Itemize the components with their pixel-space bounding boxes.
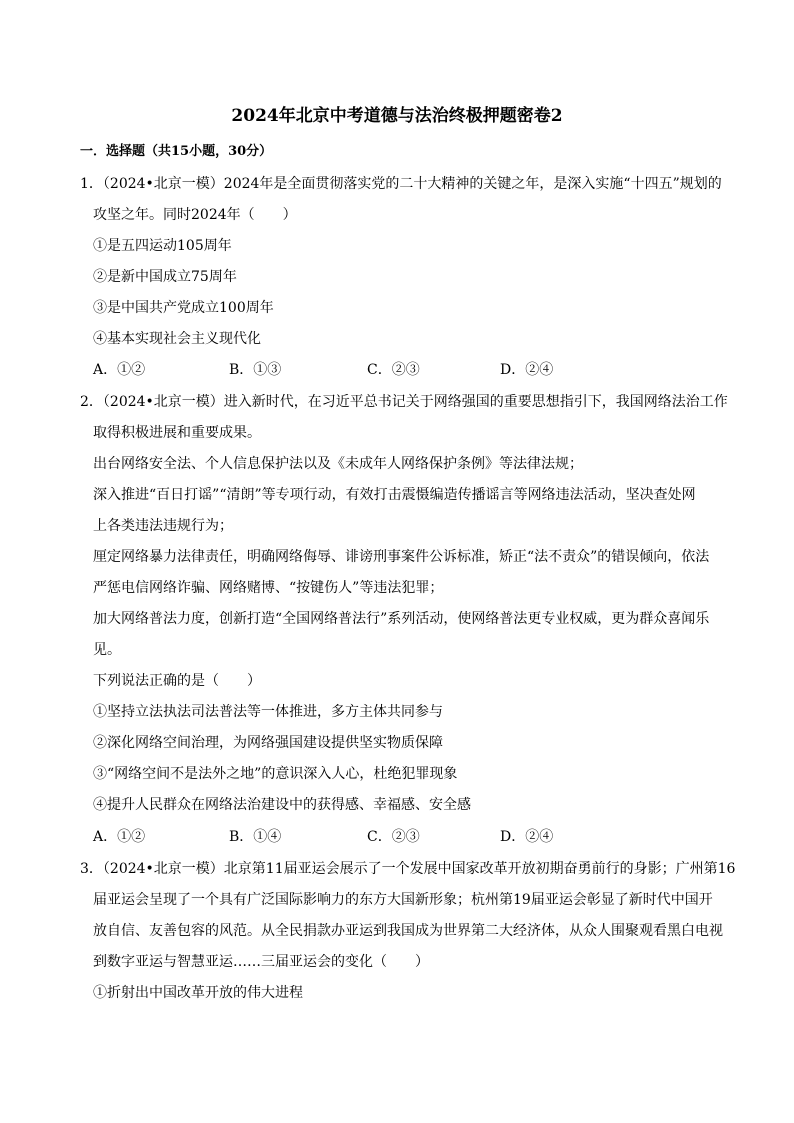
question-3-stem-line-3: 放自信、友善包容的风范。从全民捐款办亚运到我国成为世界第二大经济体，从众人围聚观看黑白电视 <box>93 923 723 939</box>
question-3-stem-line-1: 3．（2024•北京一模）北京第11届亚运会展示了一个发展中国家改革开放初期奋勇前行的身影；广州第16 <box>80 861 736 877</box>
question-2-choice-a: A．①② <box>93 829 146 845</box>
question-2-option-4: ④提升人民群众在网络法治建设中的获得感、幸福感、安全感 <box>93 797 471 813</box>
question-1-option-2: ②是新中国成立75周年 <box>93 269 237 285</box>
question-2-choice-b: B．①④ <box>229 829 282 845</box>
question-2-choice-c: C．②③ <box>367 829 420 845</box>
question-1-choice-d: D．②④ <box>500 362 554 378</box>
question-1-stem-line-2: 攻坚之年。同时2024年（ ） <box>93 207 297 223</box>
section-header: 一．选择题（共15小题，30分） <box>80 144 273 159</box>
question-1-choice-a: A．①② <box>93 362 146 378</box>
question-2-stem-line-1: 2．（2024•北京一模）进入新时代，在习近平总书记关于网络强国的重要思想指引下，我国网络法治工作 <box>80 394 728 410</box>
question-3-option-1: ①折射出中国改革开放的伟大进程 <box>93 985 303 1001</box>
question-1-option-1: ①是五四运动105周年 <box>93 238 232 254</box>
question-1-option-3: ③是中国共产党成立100周年 <box>93 300 274 316</box>
question-1-option-4: ④基本实现社会主义现代化 <box>93 331 261 347</box>
question-2-stem-line-4: 深入推进“百日打谣”“清朗”等专项行动，有效打击震慑编造传播谣言等网络违法活动，坚决查处网 <box>93 487 696 503</box>
question-2-choice-d: D．②④ <box>500 829 554 845</box>
question-2-stem-line-7: 严惩电信网络诈骗、网络赌博、“按键伤人”等违法犯罪； <box>93 580 444 596</box>
question-2-option-1: ①坚持立法执法司法普法等一体推进，多方主体共同参与 <box>93 704 443 720</box>
question-3-stem-line-4: 到数字亚运与智慧亚运……三届亚运会的变化（ ） <box>93 954 429 970</box>
question-2-stem-line-8: 加大网络普法力度，创新打造“全国网络普法行”系列活动，使网络普法更专业权威，更为群众喜闻乐 <box>93 611 710 627</box>
question-2-stem-line-2: 取得积极进展和重要成果。 <box>93 425 261 441</box>
question-2-stem-line-10: 下列说法正确的是（ ） <box>93 673 261 689</box>
question-1-stem-line-1: 1．（2024•北京一模）2024年是全面贯彻落实党的二十大精神的关键之年，是深入实施“十四五”规划的 <box>80 176 722 192</box>
question-2-stem-line-3: 出台网络安全法、个人信息保护法以及《未成年人网络保护条例》等法律法规； <box>93 456 583 472</box>
question-2-option-3: ③“网络空间不是法外之地”的意识深入人心，杜绝犯罪现象 <box>93 766 458 782</box>
question-2-option-2: ②深化网络空间治理，为网络强国建设提供坚实物质保障 <box>93 735 443 751</box>
question-1-choice-c: C．②③ <box>367 362 420 378</box>
question-2-stem-line-6: 厘定网络暴力法律责任，明确网络侮辱、诽谤刑事案件公诉标准，矫正“法不责众”的错误倾向，依法 <box>93 549 710 565</box>
question-2-stem-line-5: 上各类违法违规行为； <box>93 518 233 534</box>
question-1-choice-b: B．①③ <box>229 362 282 378</box>
question-3-stem-line-2: 届亚运会呈现了一个具有广泛国际影响力的东方大国新形象；杭州第19届亚运会彰显了新时代中国开 <box>93 892 713 908</box>
question-2-stem-line-9: 见。 <box>93 642 121 658</box>
page-title: 2024年北京中考道德与法治终极押题密卷2 <box>231 106 563 126</box>
